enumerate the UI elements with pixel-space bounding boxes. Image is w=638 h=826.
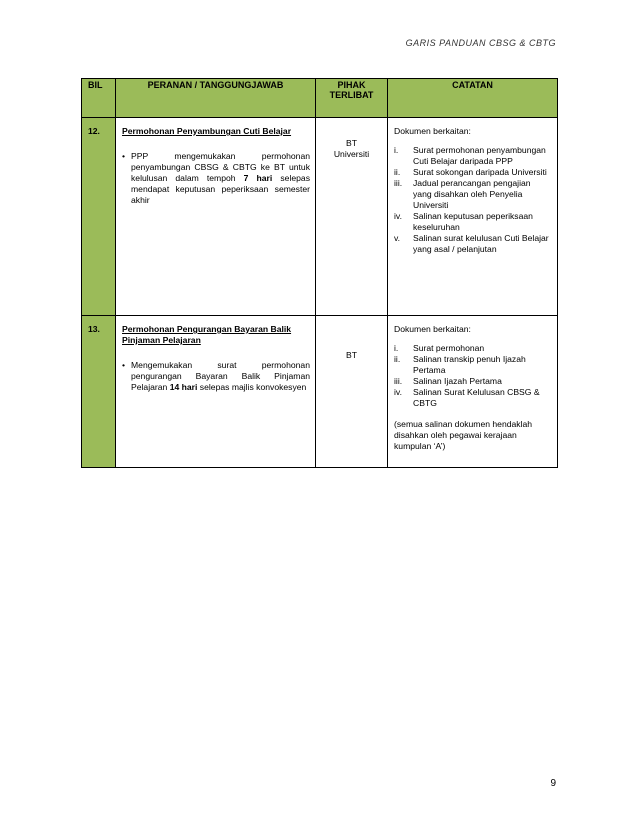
list-item: iv. Salinan Surat Kelulusan CBSG & CBTG [394,387,540,408]
notes-remark: (semua salinan dokumen hendaklah disahkan oleh pegawai kerajaan kumpulan ‘A’) [394,419,533,451]
documents-list [394,343,551,409]
role-heading: Permohonan Penyambungan Cuti Belajar [122,126,292,136]
list-item: ii. Surat sokongan daripada Universiti [394,167,547,177]
responsibility-table [81,78,558,468]
role-bullet-text: PPP mengemukakan permohonan penyambungan CBSG & CBTG ke BT untuk kelulusan dalam tempoh 7 hari selepas mendapat keputusan peperiksaan semester akhir [131,151,311,205]
notes-intro: Dokumen berkaitan: [394,126,471,136]
page-number: 9 [550,778,556,789]
row-number: 13. [82,316,116,468]
table-header-row [82,79,558,118]
role-cell [116,118,316,316]
party-cell: BT [316,316,388,468]
notes-cell [388,316,558,468]
column-header-bil: BIL [82,79,116,118]
role-bullet [122,360,310,393]
column-header-pihak: PIHAK TERLIBAT [316,79,388,118]
list-item: ii. Salinan transkip penuh Ijazah Pertama [394,354,526,375]
party-cell: BT Universiti [316,118,388,316]
notes-intro: Dokumen berkaitan: [394,324,471,334]
role-bullet-text: Mengemukakan surat permohonan pengurangan Bayaran Balik Pinjaman Pelajaran 14 hari selepas majlis konvokesyen [131,360,310,392]
list-item: i. Surat permohonan penyambungan Cuti Belajar daripada PPP [394,145,546,166]
list-item: iii. Salinan Ijazah Pertama [394,376,502,386]
list-item: iv. Salinan keputusan peperiksaan keseluruhan [394,211,533,232]
notes-cell [388,118,558,316]
row-number: 12. [82,118,116,316]
role-bullet [122,151,310,206]
document-header-title: GARIS PANDUAN CBSG & CBTG [405,38,556,48]
list-item: iii. Jadual perancangan pengajian yang disahkan oleh Penyelia Universiti [394,178,531,210]
list-item: i. Surat permohonan [394,343,485,353]
role-heading: Permohonan Pengurangan Bayaran Balik Pinjaman Pelajaran [122,324,292,345]
table-row [82,118,558,316]
column-header-peranan: PERANAN / TANGGUNGJAWAB [116,79,316,118]
column-header-catatan: CATATAN [388,79,558,118]
role-cell [116,316,316,468]
documents-list [394,145,551,255]
bullet-icon: • [122,360,126,370]
table-row [82,316,558,468]
bullet-icon: • [122,151,126,161]
list-item: v. Salinan surat kelulusan Cuti Belajar yang asal / pelanjutan [394,233,549,254]
